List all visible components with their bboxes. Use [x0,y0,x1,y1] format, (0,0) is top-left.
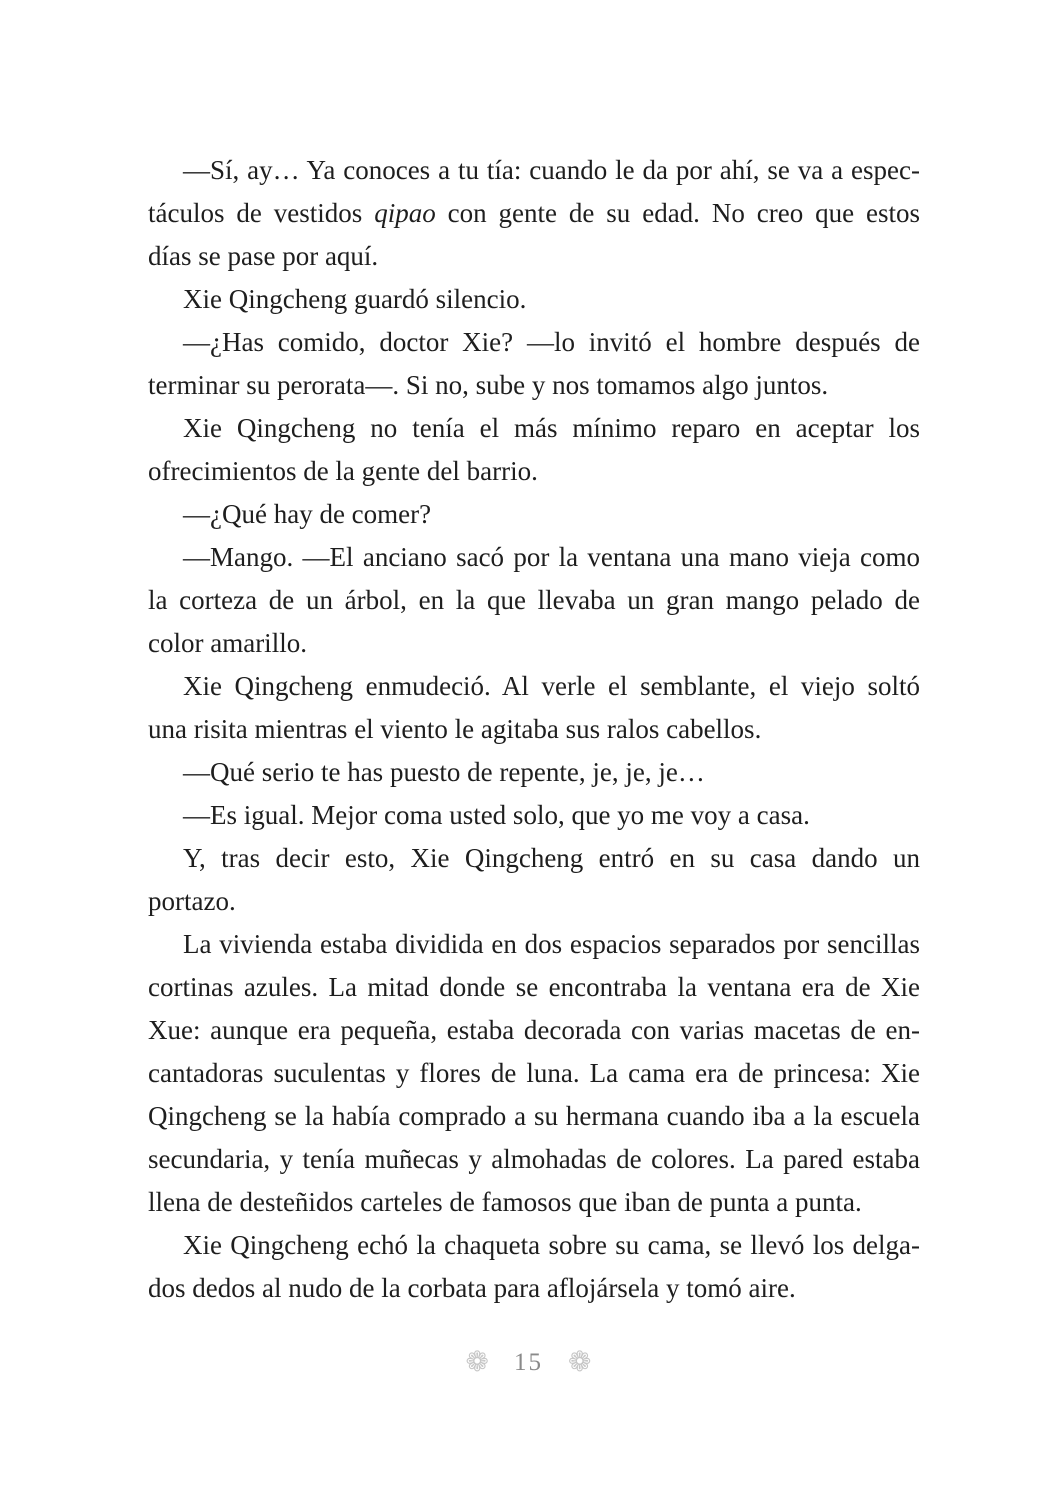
text-segment: Xie Qingcheng enmudeció. Al verle el semblante, el viejo soltó [183,671,920,701]
text-line [148,321,920,364]
text-segment: táculos de vestidos [148,198,375,228]
text-segment: terminar su perorata—. Si no, sube y nos tomamos algo juntos. [148,370,829,400]
paragraph [148,536,920,665]
text-segment: llena de desteñidos carteles de famosos que iban de punta a punta. [148,1187,862,1217]
page-footer [0,1345,1057,1378]
text-line [148,493,920,536]
text-line [148,407,920,450]
text-segment: ofrecimientos de la gente del barrio. [148,456,538,486]
text-line [148,235,920,278]
text-line [148,278,920,321]
text-segment: cantadoras suculentas y flores de luna. La cama era de princesa: Xie [148,1058,920,1088]
text-segment: —¿Has comido, doctor Xie? —lo invitó el hombre después de [183,327,920,357]
paragraph [148,751,920,794]
text-line [148,192,920,235]
text-line [148,149,920,192]
paragraph [148,278,920,321]
text-segment: portazo. [148,886,236,916]
text-segment: Y, tras decir esto, Xie Qingcheng entró en su casa dando un [183,843,920,873]
text-segment: una risita mientras el viento le agitaba sus ralos cabellos. [148,714,762,744]
text-line [148,536,920,579]
paragraph [148,794,920,837]
text-line [148,751,920,794]
text-line [148,1267,920,1310]
text-line [148,966,920,1009]
text-segment: —Sí, ay… Ya conoces a tu tía: cuando le da por ahí, se va a espec- [183,155,920,185]
paragraph [148,665,920,751]
text-line [148,665,920,708]
text-line [148,1181,920,1224]
text-line [148,1095,920,1138]
paragraph [148,149,920,278]
text-segment: —Es igual. Mejor coma usted solo, que yo me voy a casa. [183,800,810,830]
text-line [148,923,920,966]
flower-ornament-left-icon: ❁ [465,1345,489,1378]
text-segment: con gente de su edad. No creo que estos [435,198,921,228]
text-segment: Qingcheng se la había comprado a su hermana cuando iba a la escuela [148,1101,920,1131]
text-segment: Xie Qingcheng no tenía el más mínimo reparo en aceptar los [183,413,920,443]
text-segment: —¿Qué hay de comer? [183,499,432,529]
text-segment: dos dedos al nudo de la corbata para aflojársela y tomó aire. [148,1273,796,1303]
paragraph [148,837,920,923]
text-segment: secundaria, y tenía muñecas y almohadas de colores. La pared estaba [148,1144,920,1174]
text-segment: la corteza de un árbol, en la que llevaba un gran mango pelado de [148,585,920,615]
text-line [148,364,920,407]
text-segment: La vivienda estaba dividida en dos espacios separados por sencillas [183,929,920,959]
paragraph [148,321,920,407]
text-line [148,880,920,923]
text-line [148,1224,920,1267]
paragraph [148,407,920,493]
text-segment: cortinas azules. La mitad donde se encontraba la ventana era de Xie [148,972,920,1002]
text-line [148,794,920,837]
text-segment: días se pase por aquí. [148,241,379,271]
italic-term: qipao [374,198,436,228]
paragraph [148,923,920,1224]
text-segment: —Qué serio te has puesto de repente, je, je, je… [183,757,705,787]
text-line [148,579,920,622]
page-text [148,149,920,1310]
text-line [148,1009,920,1052]
text-line [148,708,920,751]
paragraph [148,1224,920,1310]
text-line [148,450,920,493]
text-segment: Xue: aunque era pequeña, estaba decorada con varias macetas de en- [148,1015,920,1045]
text-line [148,1138,920,1181]
text-segment: —Mango. —El anciano sacó por la ventana una mano vieja como [183,542,920,572]
text-line [148,622,920,665]
flower-ornament-right-icon: ❁ [568,1345,592,1378]
paragraph [148,493,920,536]
text-segment: Xie Qingcheng echó la chaqueta sobre su cama, se llevó los delga- [183,1230,920,1260]
text-segment: Xie Qingcheng guardó silencio. [183,284,527,314]
page-number: 15 [514,1348,543,1376]
text-line [148,1052,920,1095]
text-line [148,837,920,880]
text-segment: color amarillo. [148,628,307,658]
